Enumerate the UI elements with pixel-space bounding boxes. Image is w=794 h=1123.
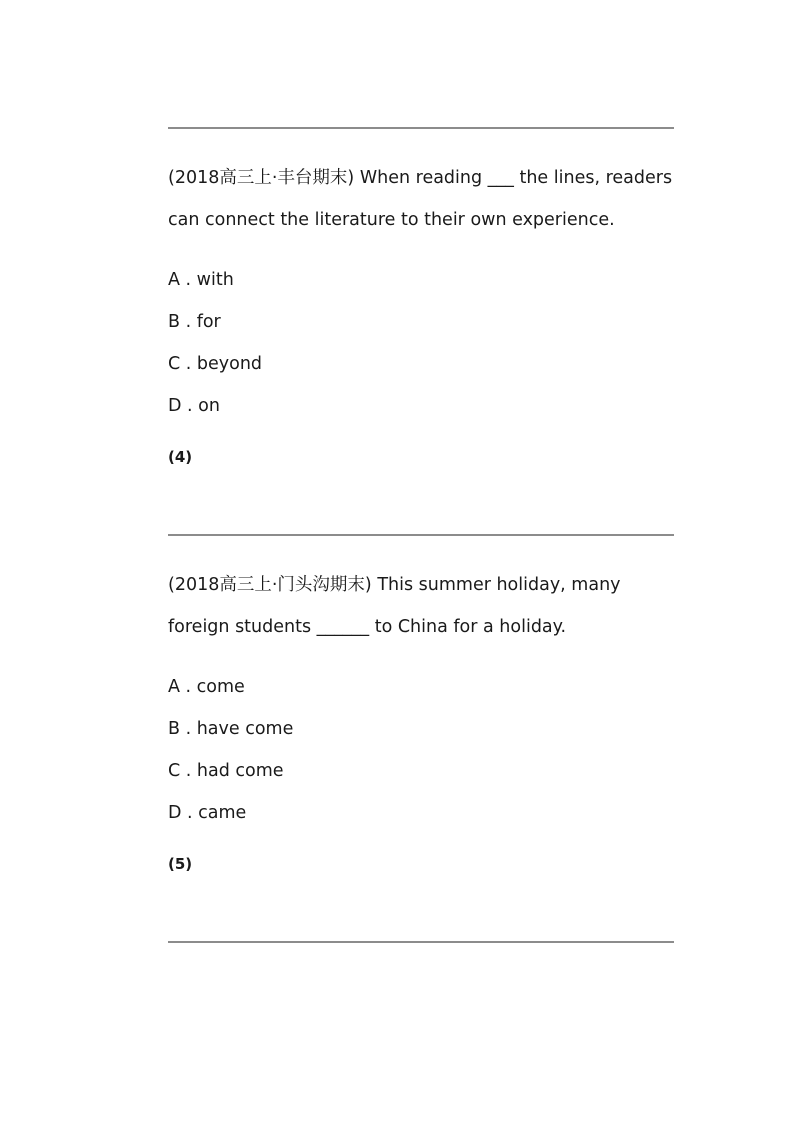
question-number: (5) <box>168 855 193 873</box>
option-b[interactable]: B . for <box>168 312 221 332</box>
question-2 <box>168 564 678 876</box>
question-stem <box>168 564 678 648</box>
question-1 <box>168 157 678 469</box>
stem-line-2: can connect the literature to their own experience. <box>168 210 615 230</box>
option-d[interactable]: D . came <box>168 803 247 823</box>
option-c[interactable]: C . beyond <box>168 354 263 374</box>
option-a[interactable]: A . come <box>168 677 245 697</box>
option-b[interactable]: B . have come <box>168 719 294 739</box>
stem-line-1: (2018高三上·门头沟期末) This summer holiday, many <box>168 575 621 595</box>
divider-bottom <box>168 941 674 943</box>
divider-middle <box>168 534 674 536</box>
question-stem <box>168 157 678 241</box>
options-list <box>168 259 678 427</box>
option-c[interactable]: C . had come <box>168 761 284 781</box>
question-number: (4) <box>168 448 193 466</box>
divider-top <box>168 127 674 129</box>
option-d[interactable]: D . on <box>168 396 220 416</box>
option-a[interactable]: A . with <box>168 270 234 290</box>
stem-line-1: (2018高三上·丰台期末) When reading ___ the lines, readers <box>168 168 673 188</box>
options-list <box>168 666 678 834</box>
stem-line-2: foreign students ______ to China for a holiday. <box>168 617 567 637</box>
